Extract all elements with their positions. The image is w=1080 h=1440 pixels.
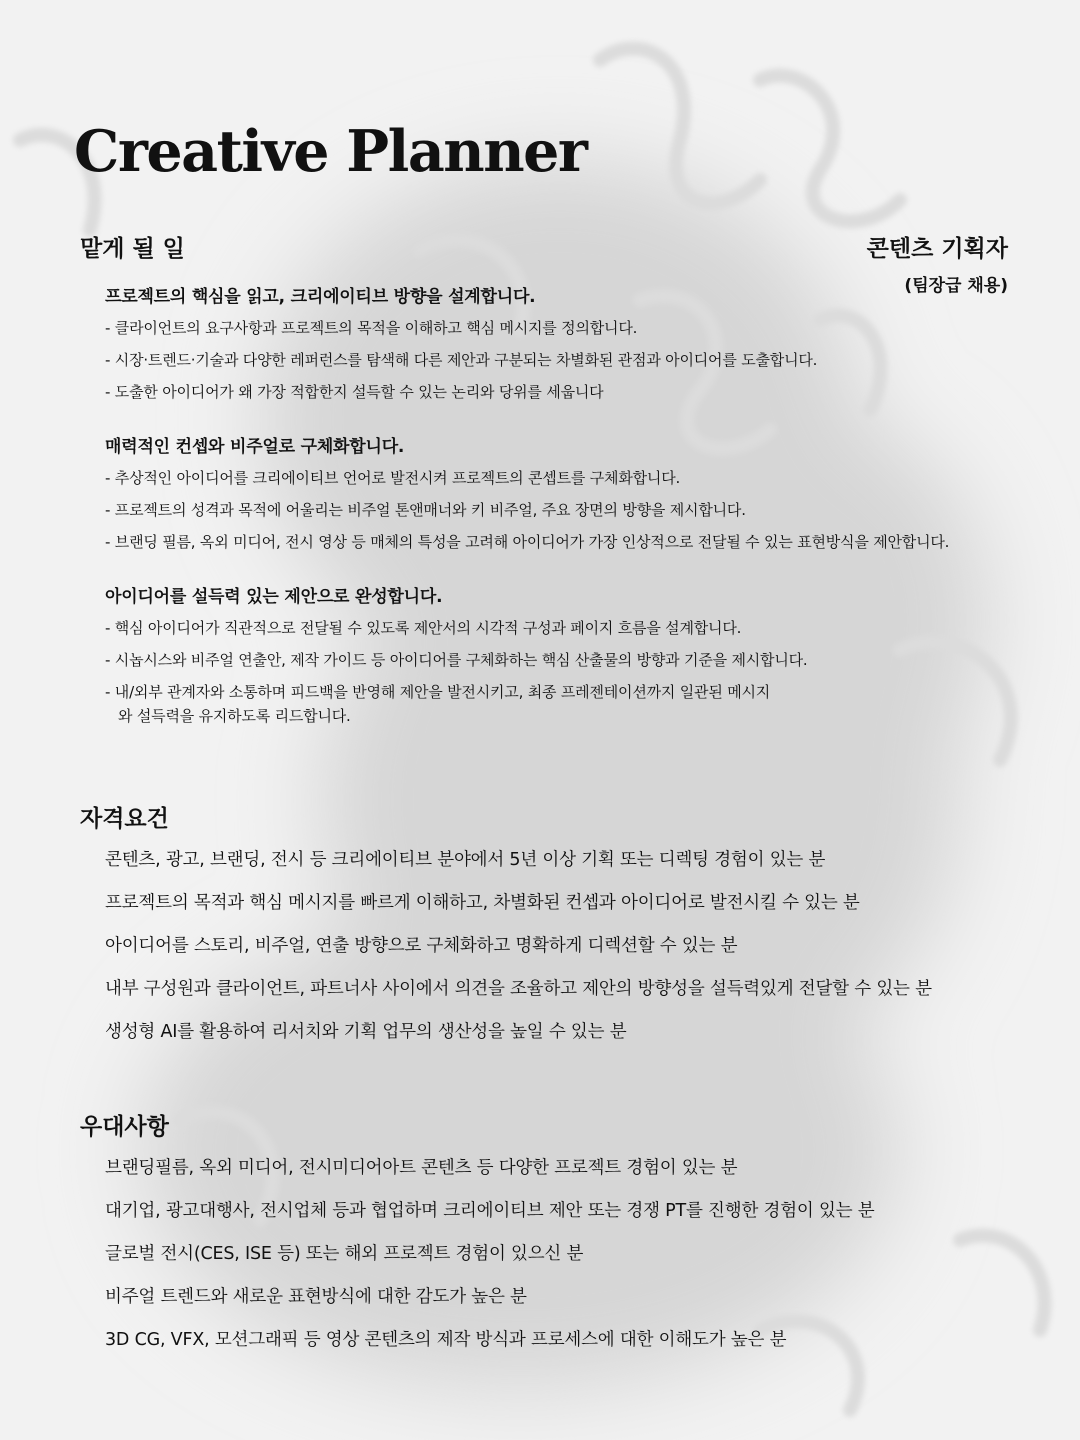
preferred-item: 글로벌 전시(CES, ISE 등) 또는 해외 프로젝트 경험이 있으신 분 [105,1244,584,1264]
duty-item: - 핵심 아이디어가 직관적으로 전달될 수 있도록 제안서의 시각적 구성과 페이지 흐름을 설계합니다. [105,616,1055,640]
duty-item: - 내/외부 관계자와 소통하며 피드백을 반영해 제안을 발전시키고, 최종 프레젠테이션까지 일관된 메시지와 설득력을 유지하도록 리드합니다. [105,680,778,728]
preferred-item: 비주얼 트렌드와 새로운 표현방식에 대한 감도가 높은 분 [105,1287,527,1307]
requirement-item: 아이디어를 스토리, 비주얼, 연출 방향으로 구체화하고 명확하게 디렉션할 수 있는 분 [105,936,738,956]
duty-item: - 브랜딩 필름, 옥외 미디어, 전시 영상 등 매체의 특성을 고려해 아이디어가 가장 인상적으로 전달될 수 있는 표현방식을 제안합니다. [105,530,1055,554]
requirement-item: 프로젝트의 목적과 핵심 메시지를 빠르게 이해하고, 차별화된 컨셉과 아이디어로 발전시킬 수 있는 분 [105,893,860,913]
duty-group [105,582,1055,728]
duty-item: - 추상적인 아이디어를 크리에이티브 언어로 발전시켜 프로젝트의 콘셉트를 구체화합니다. [105,466,1055,490]
role-subtitle: (팀장급 채용) [904,276,1008,296]
duty-group-title: 매력적인 컨셉와 비주얼로 구체화합니다. [105,437,405,457]
duty-item: - 프로젝트의 성격과 목적에 어울리는 비주얼 톤앤매너와 키 비주얼, 주요 장면의 방향을 제시합니다. [105,498,1055,522]
requirement-item: 콘텐츠, 광고, 브랜딩, 전시 등 크리에이티브 분야에서 5년 이상 기획 또는 디렉팅 경험이 있는 분 [105,850,826,870]
requirements-list [105,846,932,1061]
duty-list [105,466,1055,554]
duty-group-title: 프로젝트의 핵심을 읽고, 크리에이티브 방향을 설계합니다. [105,287,536,307]
duty-group-title: 아이디어를 설득력 있는 제안으로 완성합니다. [105,587,443,607]
duty-list [105,316,1055,404]
page-title: Creative Planner [74,118,587,185]
preferred-item: 대기업, 광고대행사, 전시업체 등과 협업하며 크리에이티브 제안 또는 경쟁 PT를 진행한 경험이 있는 분 [105,1201,875,1221]
preferred-item: 3D CG, VFX, 모션그래픽 등 영상 콘텐츠의 제작 방식과 프로세스에 대한 이해도가 높은 분 [105,1330,787,1350]
requirement-item: 내부 구성원과 클라이언트, 파트너사 사이에서 의견을 조율하고 제안의 방향성을 설득력있게 전달할 수 있는 분 [105,979,932,999]
section-title-duties: 맡게 될 일 [80,236,185,262]
preferred-list [105,1154,874,1369]
duty-item: - 시놉시스와 비주얼 연출안, 제작 가이드 등 아이디어를 구체화하는 핵심 산출물의 방향과 기준을 제시합니다. [105,648,1055,672]
role-title: 콘텐츠 기획자 [866,236,1008,262]
preferred-item: 브랜딩필름, 옥외 미디어, 전시미디어아트 콘텐츠 등 다양한 프로젝트 경험이 있는 분 [105,1158,738,1178]
duty-group [105,432,1055,554]
duty-list [105,616,1055,728]
section-title-preferred: 우대사항 [80,1114,169,1140]
duty-item: - 도출한 아이디어가 왜 가장 적합한지 설득할 수 있는 논리와 당위를 세웁니다 [105,380,1055,404]
section-title-requirements: 자격요건 [80,806,169,832]
duty-item: - 시장·트렌드·기술과 다양한 레퍼런스를 탐색해 다른 제안과 구분되는 차별화된 관점과 아이디어를 도출합니다. [105,348,1055,372]
duty-group [105,282,1055,404]
requirement-item: 생성형 AI를 활용하여 리서치와 기획 업무의 생산성을 높일 수 있는 분 [105,1022,627,1042]
duties-section [105,282,1055,756]
duty-item: - 클라이언트의 요구사항과 프로젝트의 목적을 이해하고 핵심 메시지를 정의합니다. [105,316,1055,340]
